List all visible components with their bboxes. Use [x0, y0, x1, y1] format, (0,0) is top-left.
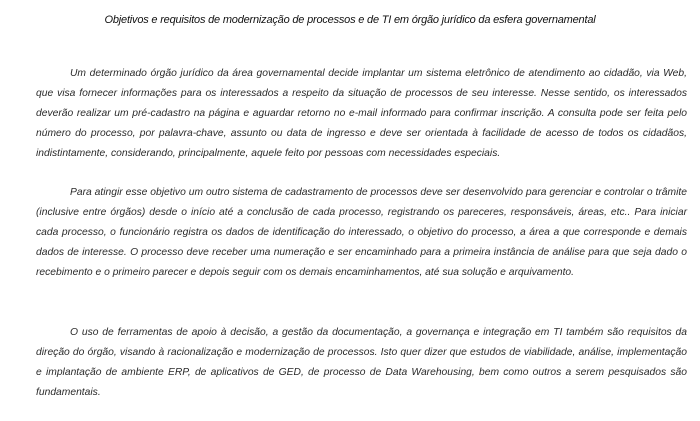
paragraph-2: Para atingir esse objetivo um outro sistema de cadastramento de processos deve ser desenvolvido para gerenciar e controlar o trâmite (inclusive entre órgãos) desde o início até a conclusão de cada processo, registrando os pareceres, responsáveis, áreas, etc.. Para iniciar cada processo, o funcionário registra os dados de identificação do interessado, o objetivo do processo, a área a que corresponde e demais dados de interesse. O processo deve receber uma numeração e ser encaminhado para a primeira instância de análise para que seja dado o recebimento e o primeiro parecer e depois seguir com os demais encaminhamentos, até sua solução e arquivamento. — [36, 187, 687, 278]
paragraph-3: O uso de ferramentas de apoio à decisão, a gestão da documentação, a governança e integração em TI também são requisitos da direção do órgão, visando à racionalização e modernização de processos. Isto quer dizer que estudos de viabilidade, análise, implementação e implantação de ambiente ERP, de aplicativos de GED, de processo de Data Warehousing, bem como outros a serem pesquisados são fundamentais. — [36, 327, 687, 398]
paragraph-1: Um determinado órgão jurídico da área governamental decide implantar um sistema eletrônico de atendimento ao cidadão, via Web, que visa fornecer informações para os interessados a respeito da situação de processos de seu interesse. Nesse sentido, os interessados deverão realizar um pré-cadastro na página e aguardar retorno no e-mail informado para confirmar inscrição. A consulta pode ser feita pelo número do processo, por palavra-chave, assunto ou data de ingresso e deve ser orientada à facilidade de acesso de todos os cidadãos, indistintamente, considerando, principalmente, aquele feito por pessoas com necessidades especiais. — [36, 68, 687, 159]
document-title: Objetivos e requisitos de modernização de processos e de TI em órgão jurídico da esfera governamental — [104, 14, 596, 26]
